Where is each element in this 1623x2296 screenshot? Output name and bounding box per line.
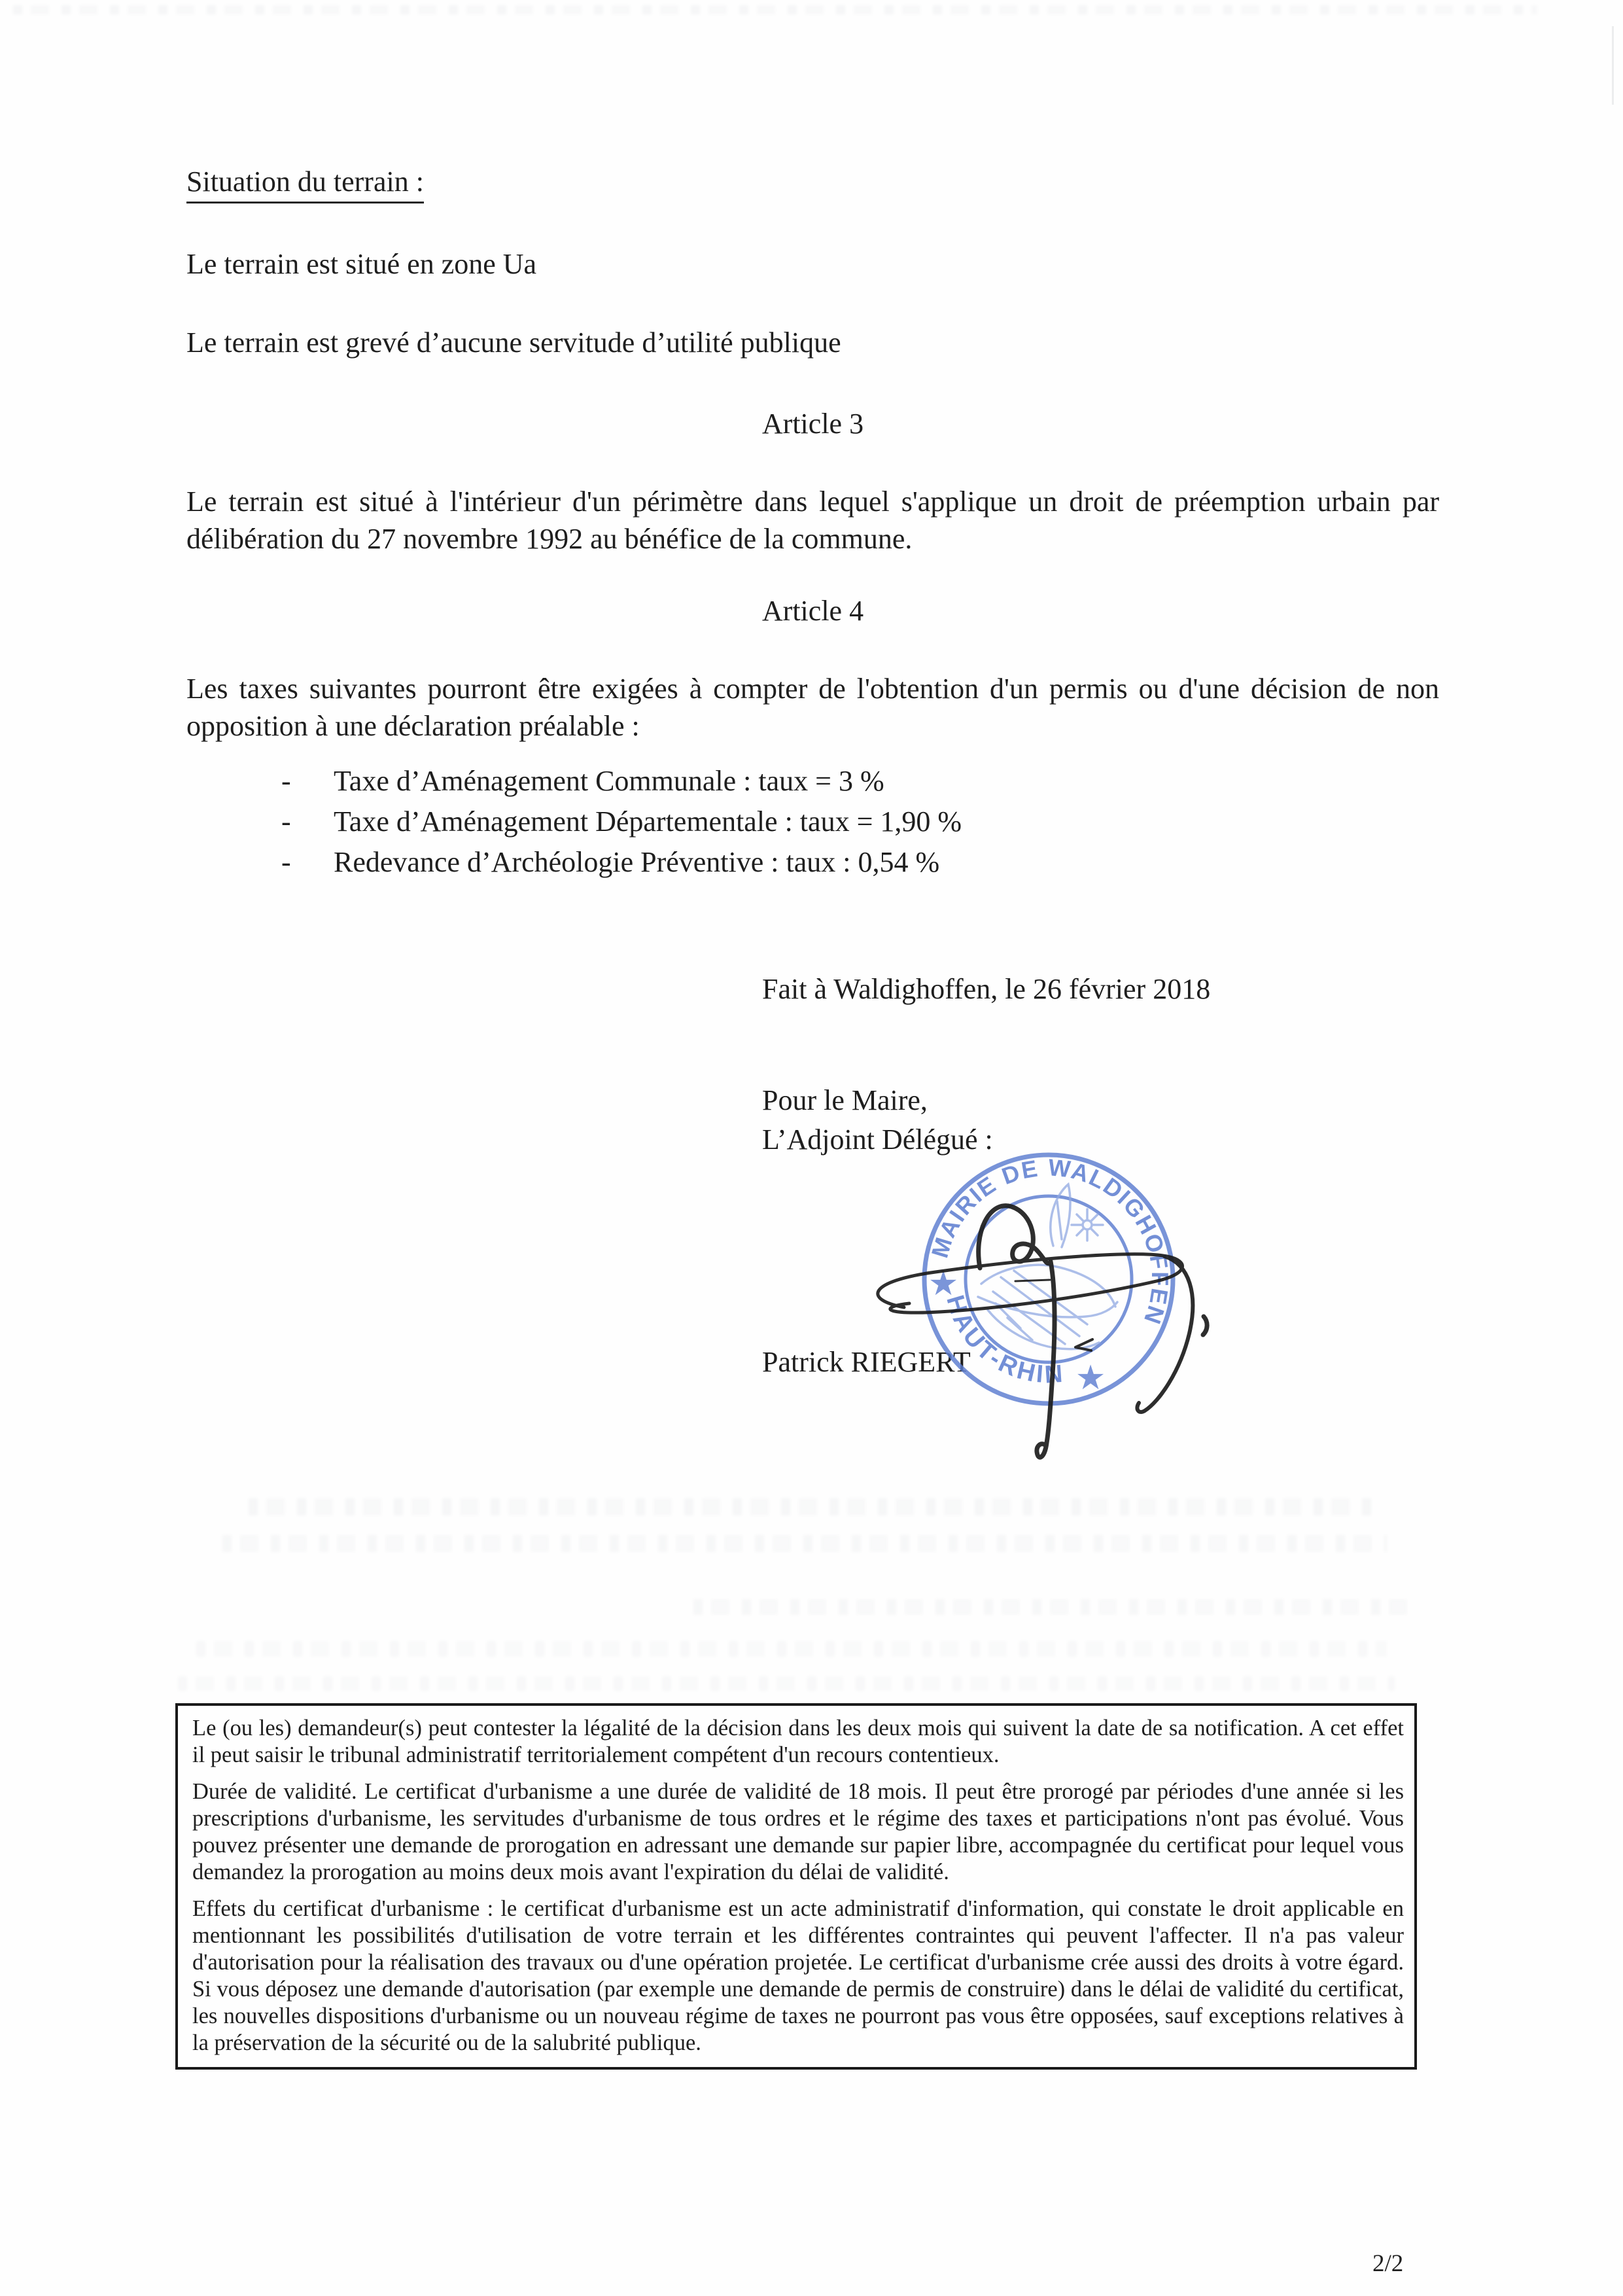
closing-place-date: Fait à Waldighoffen, le 26 février 2018: [762, 973, 1211, 1005]
article4-title: Article 4: [761, 595, 864, 627]
scan-artifact-right-edge: [1612, 26, 1614, 105]
scan-artifact-top-strip: [13, 5, 1537, 14]
statement-zone: Le terrain est situé en zone Ua: [186, 248, 537, 280]
bleed-through-row: [196, 1641, 1387, 1657]
bleed-through-row: [249, 1498, 1374, 1515]
stamp-star-left-icon: ★: [928, 1265, 959, 1303]
statement-servitude: Le terrain est grevé d’aucune servitude d’utilité publique: [186, 327, 841, 359]
tax-list: [281, 764, 1393, 886]
article3-body: Le terrain est situé à l'intérieur d'un périmètre dans lequel s'applique un droit de préemption urbain par délibération du 27 novembre 1992 au bénéfice de la commune.: [186, 486, 1439, 555]
signature-ellipse-stroke: [878, 1254, 1183, 1313]
stamp-top-text: MAIRIE DE WALDIGHOFFEN: [926, 1154, 1174, 1329]
legal-paragraph-duree-validite: Durée de validité. Le certificat d'urbanisme a une durée de validité de 18 mois. Il peut être prorogé par périodes d'une année si les prescriptions d'urbanisme, les servitudes d'urbanisme de tous ordres et le régime des taxes et participations n'ont pas évolué. Vous pouvez présenter une demande de prorogation en adressant une demande sur papier libre, accompagnée du certificat pour lequel vous demandez la prorogation au moins deux mois avant l'expiration du délai de validité.: [192, 1779, 1404, 1884]
signature-arrowhead-mark: [1075, 1339, 1092, 1351]
signatory-name: Patrick RIEGERT: [762, 1346, 971, 1378]
legal-paragraph-contestation: Le (ou les) demandeur(s) peut contester la légalité de la décision dans les deux mois qui suivent la date de sa notification. A cet effet il peut saisir le tribunal administratif territorialement compétent d'un recours contentieux.: [192, 1716, 1404, 1767]
signature-descender-stroke: [1037, 1262, 1055, 1457]
bleed-through-row: [222, 1535, 1387, 1552]
ink-signature: [752, 1178, 1249, 1492]
tax-item: [281, 845, 1393, 886]
tax-item-text: Taxe d’Aménagement Départementale : taux = 1,90 %: [334, 805, 962, 838]
bleed-through-row: [693, 1599, 1413, 1615]
bullet-dash: -: [281, 765, 291, 797]
stamp-bottom-text: HAUT-RHIN: [941, 1292, 1066, 1389]
article3-title: Article 3: [761, 408, 864, 440]
section-heading-text: Situation du terrain :: [186, 165, 424, 203]
article4-body: Les taxes suivantes pourront être exigées à compter de l'obtention d'un permis ou d'une décision de non opposition à une déclaration préalable :: [186, 673, 1439, 742]
tax-item-text: Redevance d’Archéologie Préventive : taux : 0,54 %: [334, 846, 940, 878]
bleed-through-row: [178, 1676, 1395, 1691]
legal-paragraph-effets-certificat: Effets du certificat d'urbanisme : le certificat d'urbanisme est un acte administratif d'information, qui constate le droit applicable en mentionnant les possibilités d'utilisation de votre terrain et les différentes contraintes qui peuvent l'affecter. Il n'a pas valeur d'autorisation pour la réalisation des travaux ou d'une opération projetée. Le certificat d'urbanisme crée aussi des droits à votre égard. Si vous déposez une demande d'autorisation (par exemple une demande de permis de construire) dans le délai de validité du certificat, les nouvelles dispositions d'urbanisme ou un nouveau régime de taxes ne pourront pas vous être opposées, sauf exceptions relatives à la préservation de la sécurité ou de la salubrité publique.: [192, 1896, 1404, 2055]
stamp-star-bottom-icon: ★: [1075, 1360, 1106, 1397]
tax-item: [281, 805, 1393, 845]
legal-notice-box: [175, 1703, 1417, 2070]
tax-item-text: Taxe d’Aménagement Communale : taux = 3 %: [334, 765, 884, 797]
bullet-dash: -: [281, 805, 291, 838]
tax-item: [281, 764, 1393, 805]
closing-role-line1: Pour le Maire,: [762, 1084, 928, 1116]
apostrophe-ink-mark: [1203, 1316, 1207, 1335]
page-number: 2/2: [1372, 2250, 1404, 2277]
section-heading: [186, 165, 424, 203]
closing-role-line2: L’Adjoint Délégué :: [762, 1123, 993, 1156]
bullet-dash: -: [281, 846, 291, 878]
signature-inner-dash: [1015, 1280, 1050, 1281]
